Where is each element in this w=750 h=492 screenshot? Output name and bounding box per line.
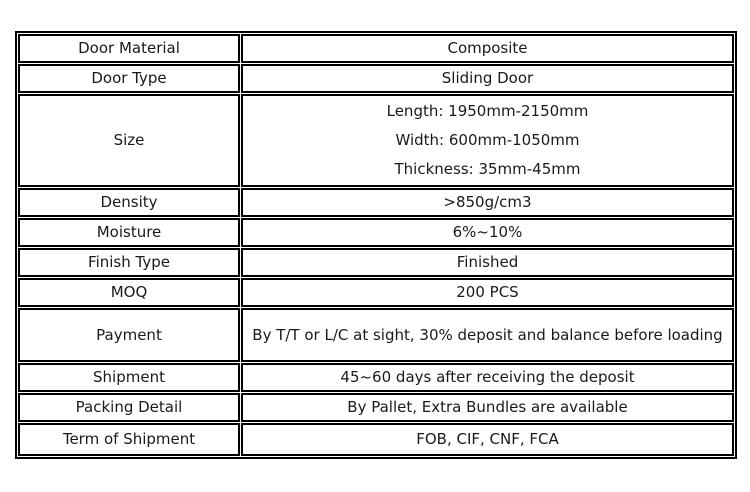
spec-label: Door Material	[18, 34, 240, 63]
spec-label: Density	[18, 188, 240, 217]
product-spec-table-container	[15, 31, 737, 459]
table-row-moq	[18, 278, 734, 307]
spec-value: FOB, CIF, CNF, FCA	[241, 423, 734, 456]
spec-value: 6%~10%	[241, 218, 734, 247]
spec-label: MOQ	[18, 278, 240, 307]
spec-value: >850g/cm3	[241, 188, 734, 217]
spec-label: Moisture	[18, 218, 240, 247]
spec-value: Finished	[241, 248, 734, 277]
size-width-line: Width: 600mm-1050mm	[395, 131, 580, 149]
spec-label: Size	[18, 94, 240, 187]
size-thickness-line: Thickness: 35mm-45mm	[394, 160, 581, 178]
table-row-shipment	[18, 363, 734, 392]
size-length-line: Length: 1950mm-2150mm	[386, 102, 589, 120]
spec-label: Shipment	[18, 363, 240, 392]
table-row-size	[18, 94, 734, 187]
table-row-term-of-shipment	[18, 423, 734, 456]
table-row-door-type	[18, 64, 734, 93]
spec-label: Finish Type	[18, 248, 240, 277]
spec-value	[241, 94, 734, 187]
spec-value: Composite	[241, 34, 734, 63]
table-row-packing-detail	[18, 393, 734, 422]
spec-label: Packing Detail	[18, 393, 240, 422]
spec-label: Door Type	[18, 64, 240, 93]
spec-value: By T/T or L/C at sight, 30% deposit and balance before loading	[241, 308, 734, 362]
product-spec-table	[15, 31, 737, 459]
spec-value: 200 PCS	[241, 278, 734, 307]
table-row-payment	[18, 308, 734, 362]
spec-value: Sliding Door	[241, 64, 734, 93]
table-row-finish-type	[18, 248, 734, 277]
table-row-moisture	[18, 218, 734, 247]
spec-label: Term of Shipment	[18, 423, 240, 456]
spec-label: Payment	[18, 308, 240, 362]
table-row-door-material	[18, 34, 734, 63]
spec-value: By Pallet, Extra Bundles are available	[241, 393, 734, 422]
spec-value: 45~60 days after receiving the deposit	[241, 363, 734, 392]
table-row-density	[18, 188, 734, 217]
